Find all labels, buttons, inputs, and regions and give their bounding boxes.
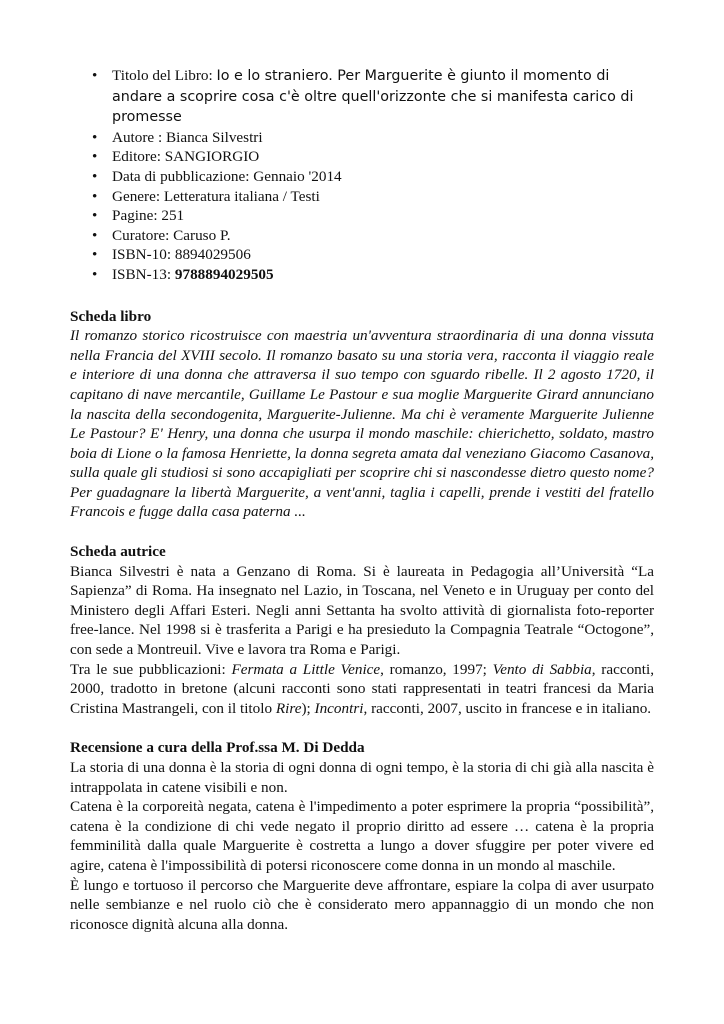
work-title: Vento di Sabbia <box>492 660 592 678</box>
list-item-publisher <box>70 147 654 167</box>
pages: Pagine: 251 <box>112 207 185 225</box>
author-bio: Bianca Silvestri è nata a Genzano di Roma. Si è laureata in Pedagogia all’Università “La Sapienza” di Roma. Ha insegnato nel Lazio, in Toscana, nel Veneto e in Uruguay per conto del Ministero degli Affari Esteri. Negli anni Settanta ha svolto attività di giornalista foto-reporter free-lance. Nel 1998 si è trasferita a Parigi e ha presieduto la Compagnia Teatrale “Octogone”, con sede a Montreuil. Vive e lavora tra Roma e Parigi. <box>70 562 654 659</box>
genre: Genere: Letteratura italiana / Testi <box>112 187 320 205</box>
author: Autore : Bianca Silvestri <box>112 128 263 146</box>
author-publications: Tra le sue pubblicazioni: Fermata a Little Venice, romanzo, 1997; Vento di Sabbia, racconti, 2000, tradotto in bretone (alcuni racconti sono stati rappresentati in teatri francesi da Maria Cristina Mastrangeli, con il titolo Rire); Incontri, racconti, 2007, uscito in francese e in italiano. <box>70 660 654 717</box>
curator: Curatore: Caruso P. <box>112 226 231 244</box>
review-paragraph-2: Catena è la corporeità negata, catena è l'impedimento a poter esprimere la propria “possibilità”, catena è la condizione di chi vede negato il proprio diritto ad essere … catena è la propria femminilità dalla quale Marguerite è costretta a lungo a dover sfuggire per poter vivere ed agire, catena è l'impossibilità di potersi riconoscere come donna in un mondo al maschile. <box>70 798 654 874</box>
list-item-author <box>70 128 654 148</box>
recensione-section <box>70 738 654 934</box>
book-details-list <box>70 66 654 285</box>
isbn10: ISBN-10: 8894029506 <box>112 246 251 264</box>
scheda-libro-section <box>70 307 654 523</box>
scheda-libro-text: Il romanzo storico ricostruisce con maestria un'avventura straordinaria di una donna vissuta nella Francia del XVIII secolo. Il romanzo basato su una storia vera, racconta il viaggio reale e interiore di una donna che attraversa il suo tempo con sguardo ribelle. Il 2 agosto 1720, il capitano di nave mercantile, Guillame Le Pastour e sua moglie Marguerite Girard annunciano la nascita della secondogenita, Marguerite-Julienne. Ma chi è veramente Marguerite Julienne Le Pastour? E' Henry, una donna che usurpa il mondo maschile: chierichetto, soldato, mastro boia di Lione o la famosa Henriette, la donna segreta amata dal veneziano Giacomo Casanova, sulla quale gli studiosi si sono accapigliati per scoprire chi si nascondesse dietro questo nome? Per guadagnare la libertà Marguerite, a vent'anni, taglia i capelli, prende i vestiti del fratello Francois e fugge dalla casa paterna ... <box>70 327 654 521</box>
publisher: Editore: SANGIORGIO <box>112 148 260 166</box>
list-item-isbn13 <box>70 265 654 285</box>
list-item-date <box>70 167 654 187</box>
list-item-pages <box>70 206 654 226</box>
title-label: Titolo del Libro: <box>112 67 217 84</box>
isbn13-value: 9788894029505 <box>174 265 274 283</box>
list-item-title <box>70 66 654 128</box>
scheda-libro-heading: Scheda libro <box>70 307 152 325</box>
scheda-autrice-section <box>70 542 654 718</box>
document-page <box>70 66 654 934</box>
review-paragraph-1: La storia di una donna è la storia di ogni donna di ogni tempo, è la storia di chi già alla nascita è intrappolata in catene visibili e non. <box>70 759 654 796</box>
scheda-autrice-heading: Scheda autrice <box>70 543 166 561</box>
work-title: Rire <box>275 699 302 717</box>
isbn13-label: ISBN-13: <box>112 265 175 283</box>
list-item-curator <box>70 226 654 246</box>
recensione-heading: Recensione a cura della Prof.ssa M. Di Dedda <box>70 739 365 757</box>
work-title: Incontri <box>314 699 364 717</box>
review-paragraph-3: È lungo e tortuoso il percorso che Marguerite deve affrontare, espiare la colpa di aver usurpato nelle sembianze e nel ruolo ciò che è considerato mero appannaggio di un mondo che non riconosce dignità alcuna alla donna. <box>70 876 654 933</box>
list-item-isbn10 <box>70 245 654 265</box>
book-title: Io e lo straniero. Per Marguerite è giunto il momento di andare a scoprire cosa c'è oltre quell'orizzonte che si manifesta carico di promesse <box>112 68 634 126</box>
publication-date: Data di pubblicazione: Gennaio '2014 <box>112 167 342 185</box>
list-item-genre <box>70 187 654 207</box>
work-title: Fermata a Little Venice <box>231 660 381 678</box>
